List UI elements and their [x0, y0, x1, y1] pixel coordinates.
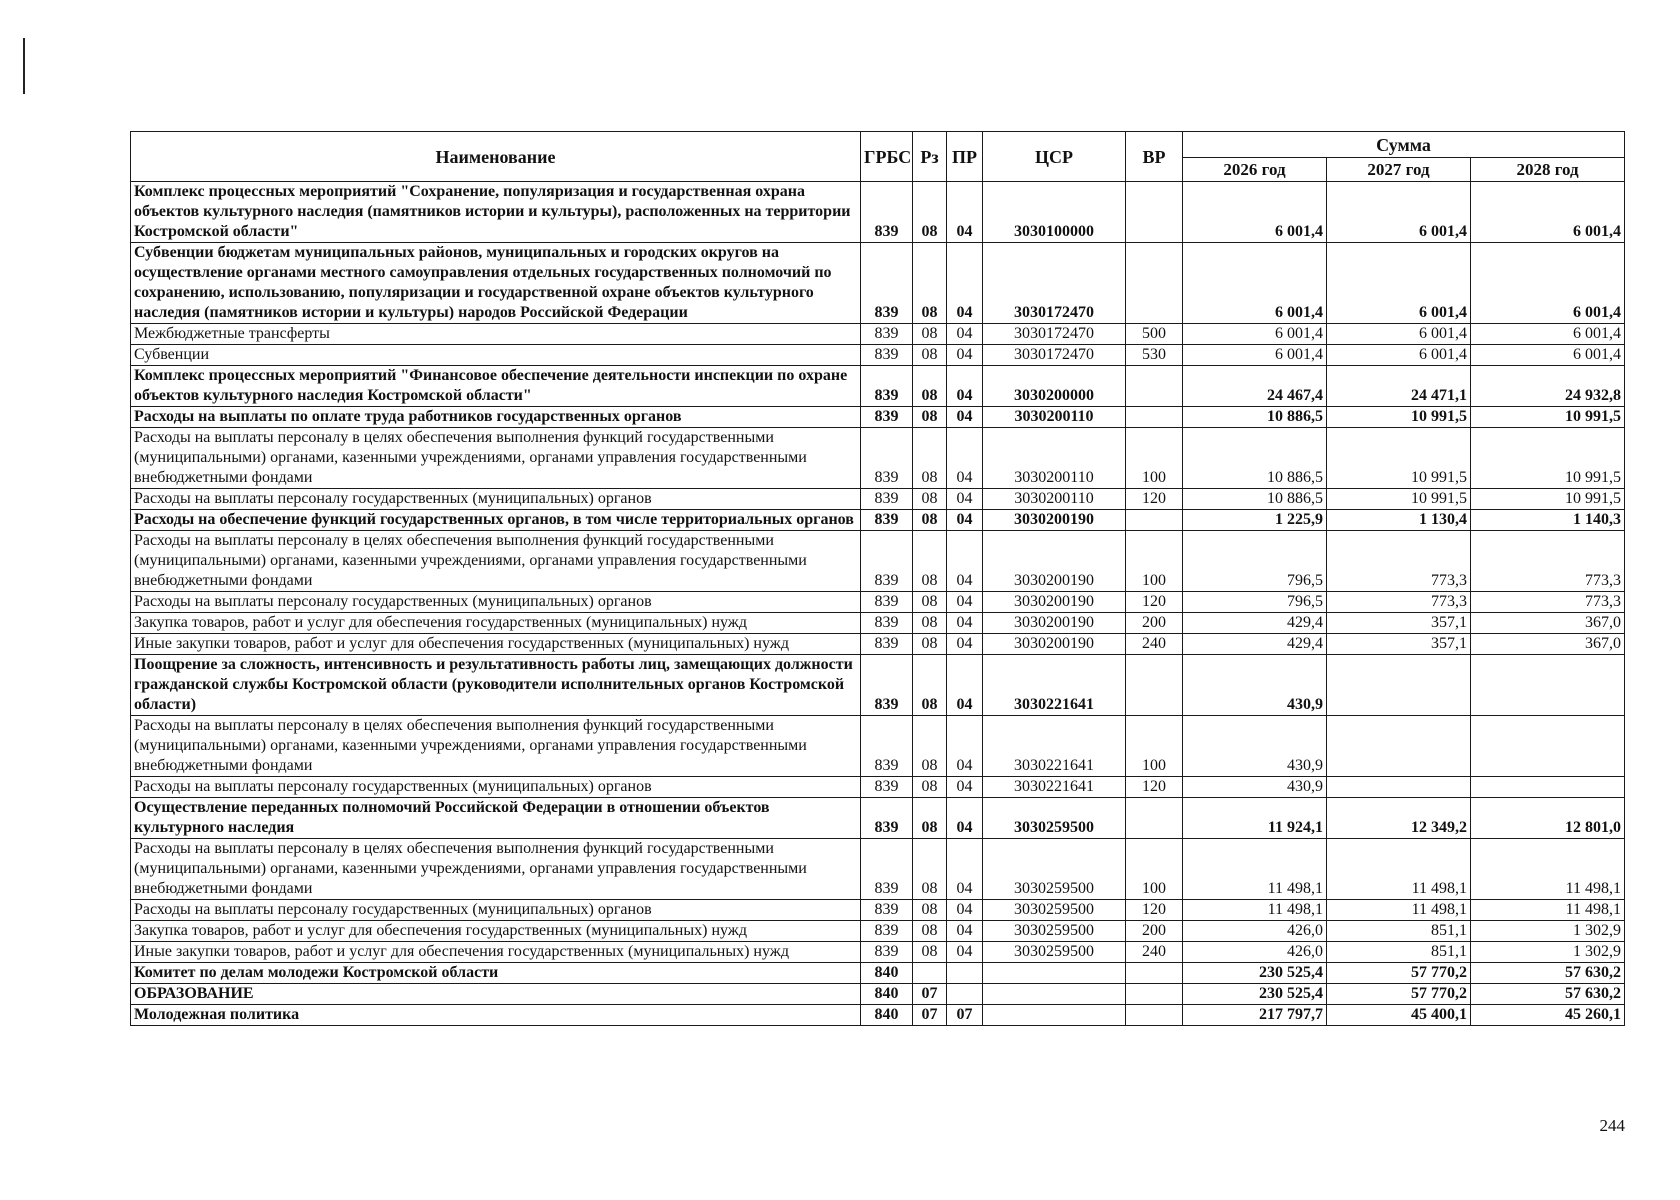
cell-csr: 3030100000: [983, 182, 1126, 243]
cell-grbs: 840: [861, 984, 913, 1005]
cell-2027: 12 349,2: [1327, 798, 1471, 839]
cell-2028: 1 302,9: [1471, 921, 1625, 942]
cell-pr: 04: [947, 182, 983, 243]
cell-2026: 230 525,4: [1183, 963, 1327, 984]
table-row: [131, 634, 1625, 655]
cell-grbs: 839: [861, 510, 913, 531]
cell-2026: 796,5: [1183, 531, 1327, 592]
cell-csr: 3030259500: [983, 942, 1126, 963]
cell-csr: [983, 1005, 1126, 1026]
cell-csr: 3030200190: [983, 613, 1126, 634]
cell-csr: 3030200190: [983, 510, 1126, 531]
cell-rz: 08: [913, 182, 947, 243]
cell-2028: 57 630,2: [1471, 963, 1625, 984]
cell-pr: 04: [947, 510, 983, 531]
cell-name: Расходы на выплаты персоналу государственных (муниципальных) органов: [131, 777, 861, 798]
cell-vr: [1126, 366, 1183, 407]
cell-csr: 3030200110: [983, 407, 1126, 428]
table-row: [131, 510, 1625, 531]
cell-vr: 240: [1126, 942, 1183, 963]
cell-rz: 08: [913, 510, 947, 531]
cell-2026: 6 001,4: [1183, 243, 1327, 324]
cell-2026: 11 498,1: [1183, 839, 1327, 900]
cell-name: Комплекс процессных мероприятий "Сохранение, популяризация и государственная охрана объектов культурного наследия (памятников истории и культуры), расположенных на территории Костромской области": [131, 182, 861, 243]
cell-2026: 6 001,4: [1183, 324, 1327, 345]
table-row: [131, 428, 1625, 489]
cell-vr: [1126, 963, 1183, 984]
cell-name: Комитет по делам молодежи Костромской области: [131, 963, 861, 984]
cell-rz: 08: [913, 407, 947, 428]
cell-csr: 3030221641: [983, 716, 1126, 777]
budget-table: [130, 131, 1625, 1026]
cell-pr: 04: [947, 366, 983, 407]
table-row: [131, 839, 1625, 900]
cell-grbs: 840: [861, 963, 913, 984]
cell-pr: 04: [947, 839, 983, 900]
cell-2027: 57 770,2: [1327, 984, 1471, 1005]
header-year-2026: 2026 год: [1183, 158, 1327, 182]
cell-rz: 08: [913, 489, 947, 510]
table-row: [131, 407, 1625, 428]
cell-pr: 04: [947, 407, 983, 428]
cell-vr: 120: [1126, 592, 1183, 613]
cell-name: Расходы на выплаты персоналу государственных (муниципальных) органов: [131, 592, 861, 613]
cell-vr: 100: [1126, 428, 1183, 489]
cell-vr: 500: [1126, 324, 1183, 345]
cell-rz: 08: [913, 942, 947, 963]
cell-2028: 6 001,4: [1471, 182, 1625, 243]
cell-csr: 3030200190: [983, 634, 1126, 655]
cell-2026: 11 924,1: [1183, 798, 1327, 839]
cell-2027: 6 001,4: [1327, 324, 1471, 345]
cell-csr: 3030172470: [983, 345, 1126, 366]
cell-vr: 200: [1126, 613, 1183, 634]
table-row: [131, 613, 1625, 634]
cell-2027: 357,1: [1327, 613, 1471, 634]
cell-name: Расходы на обеспечение функций государственных органов, в том числе территориальных органов: [131, 510, 861, 531]
cell-2027: 11 498,1: [1327, 900, 1471, 921]
cell-vr: [1126, 243, 1183, 324]
cell-pr: 04: [947, 634, 983, 655]
cell-grbs: 839: [861, 489, 913, 510]
cell-rz: 08: [913, 634, 947, 655]
cell-vr: [1126, 798, 1183, 839]
cell-name: Расходы на выплаты персоналу в целях обеспечения выполнения функций государственными (муниципальными) органами, казенными учреждениями, органами управления государственными внебюджетными фондами: [131, 839, 861, 900]
cell-name: Закупка товаров, работ и услуг для обеспечения государственных (муниципальных) нужд: [131, 921, 861, 942]
cell-name: Субвенции бюджетам муниципальных районов, муниципальных и городских округов на осуществление органами местного самоуправления отдельных государственных полномочий по сохранению, использованию, популяризации и государственной охране объектов культурного наследия (памятников истории и культуры) народов Российской Федерации: [131, 243, 861, 324]
cell-2028: [1471, 655, 1625, 716]
cell-2027: 10 991,5: [1327, 489, 1471, 510]
table-row: [131, 921, 1625, 942]
cell-2027: 57 770,2: [1327, 963, 1471, 984]
cell-2028: 11 498,1: [1471, 839, 1625, 900]
cell-vr: [1126, 984, 1183, 1005]
table-row: [131, 345, 1625, 366]
cell-vr: [1126, 407, 1183, 428]
cell-rz: 08: [913, 777, 947, 798]
header-rz: Рз: [913, 132, 947, 182]
cell-name: Расходы на выплаты персоналу в целях обеспечения выполнения функций государственными (муниципальными) органами, казенными учреждениями, органами управления государственными внебюджетными фондами: [131, 428, 861, 489]
page-number: 244: [1599, 1116, 1625, 1135]
cell-grbs: 839: [861, 798, 913, 839]
cell-csr: [983, 984, 1126, 1005]
cell-rz: 08: [913, 921, 947, 942]
cell-2027: 1 130,4: [1327, 510, 1471, 531]
cell-2027: 6 001,4: [1327, 182, 1471, 243]
cell-2026: 10 886,5: [1183, 489, 1327, 510]
cell-pr: 04: [947, 531, 983, 592]
cell-pr: 04: [947, 921, 983, 942]
cell-2028: 10 991,5: [1471, 428, 1625, 489]
cell-2027: [1327, 777, 1471, 798]
header-sum: Сумма: [1183, 132, 1625, 158]
cell-pr: 04: [947, 613, 983, 634]
cell-grbs: 839: [861, 839, 913, 900]
cell-rz: 08: [913, 839, 947, 900]
cell-vr: 200: [1126, 921, 1183, 942]
cell-csr: 3030200190: [983, 592, 1126, 613]
cell-grbs: 839: [861, 921, 913, 942]
cell-name: Расходы на выплаты персоналу в целях обеспечения выполнения функций государственными (муниципальными) органами, казенными учреждениями, органами управления государственными внебюджетными фондами: [131, 716, 861, 777]
cell-2028: 12 801,0: [1471, 798, 1625, 839]
cell-csr: 3030221641: [983, 655, 1126, 716]
cell-rz: 08: [913, 324, 947, 345]
cell-grbs: 839: [861, 592, 913, 613]
cell-pr: 04: [947, 900, 983, 921]
cell-pr: 07: [947, 1005, 983, 1026]
cell-rz: [913, 963, 947, 984]
cell-name: Комплекс процессных мероприятий "Финансовое обеспечение деятельности инспекции по охране объектов культурного наследия Костромской области": [131, 366, 861, 407]
cell-2028: 773,3: [1471, 531, 1625, 592]
cell-2026: 426,0: [1183, 942, 1327, 963]
cell-rz: 08: [913, 243, 947, 324]
cell-rz: 08: [913, 655, 947, 716]
table-row: [131, 716, 1625, 777]
cell-2028: 11 498,1: [1471, 900, 1625, 921]
cell-pr: [947, 984, 983, 1005]
cell-grbs: 839: [861, 655, 913, 716]
cell-grbs: 839: [861, 634, 913, 655]
cell-rz: 08: [913, 798, 947, 839]
cell-2026: 1 225,9: [1183, 510, 1327, 531]
cell-2026: 429,4: [1183, 634, 1327, 655]
cell-2026: 11 498,1: [1183, 900, 1327, 921]
cell-grbs: 839: [861, 428, 913, 489]
cell-grbs: 839: [861, 182, 913, 243]
cell-name: Молодежная политика: [131, 1005, 861, 1026]
header-pr: ПР: [947, 132, 983, 182]
cell-2026: 10 886,5: [1183, 407, 1327, 428]
cell-2026: 6 001,4: [1183, 345, 1327, 366]
cell-name: Межбюджетные трансферты: [131, 324, 861, 345]
cell-2027: 24 471,1: [1327, 366, 1471, 407]
cell-2027: 11 498,1: [1327, 839, 1471, 900]
cell-2028: 6 001,4: [1471, 345, 1625, 366]
table-row: [131, 798, 1625, 839]
table-row: [131, 655, 1625, 716]
cell-grbs: 839: [861, 324, 913, 345]
header-grbs: ГРБС: [861, 132, 913, 182]
cell-2028: 1 302,9: [1471, 942, 1625, 963]
cell-2027: 773,3: [1327, 592, 1471, 613]
table-row: [131, 324, 1625, 345]
cell-rz: 07: [913, 1005, 947, 1026]
cell-2028: 24 932,8: [1471, 366, 1625, 407]
cell-name: Иные закупки товаров, работ и услуг для обеспечения государственных (муниципальных) нужд: [131, 634, 861, 655]
cell-vr: 530: [1126, 345, 1183, 366]
cell-name: Иные закупки товаров, работ и услуг для обеспечения государственных (муниципальных) нужд: [131, 942, 861, 963]
cell-2026: 430,9: [1183, 716, 1327, 777]
cell-grbs: 839: [861, 366, 913, 407]
cell-2027: 45 400,1: [1327, 1005, 1471, 1026]
cell-2026: 230 525,4: [1183, 984, 1327, 1005]
cell-2028: 1 140,3: [1471, 510, 1625, 531]
cell-2027: 357,1: [1327, 634, 1471, 655]
table-row: [131, 1005, 1625, 1026]
cell-2027: 10 991,5: [1327, 428, 1471, 489]
table-row: [131, 182, 1625, 243]
cell-2028: 45 260,1: [1471, 1005, 1625, 1026]
cell-vr: 120: [1126, 900, 1183, 921]
cell-csr: 3030172470: [983, 243, 1126, 324]
table-body: [131, 182, 1625, 1026]
cell-grbs: 839: [861, 777, 913, 798]
cell-grbs: 839: [861, 716, 913, 777]
table-row: [131, 777, 1625, 798]
cell-2028: 6 001,4: [1471, 243, 1625, 324]
cell-csr: 3030172470: [983, 324, 1126, 345]
cell-2026: 426,0: [1183, 921, 1327, 942]
cell-2027: 851,1: [1327, 942, 1471, 963]
cell-rz: 08: [913, 613, 947, 634]
cell-2026: 796,5: [1183, 592, 1327, 613]
cell-vr: 120: [1126, 777, 1183, 798]
cell-2027: 773,3: [1327, 531, 1471, 592]
cell-2026: 24 467,4: [1183, 366, 1327, 407]
table-row: [131, 900, 1625, 921]
cell-2027: [1327, 655, 1471, 716]
cell-grbs: 839: [861, 345, 913, 366]
cell-csr: 3030259500: [983, 839, 1126, 900]
cell-2026: 429,4: [1183, 613, 1327, 634]
cell-name: Расходы на выплаты по оплате труда работников государственных органов: [131, 407, 861, 428]
cell-pr: 04: [947, 798, 983, 839]
cell-pr: 04: [947, 592, 983, 613]
cell-csr: 3030200000: [983, 366, 1126, 407]
cell-pr: 04: [947, 777, 983, 798]
cell-name: ОБРАЗОВАНИЕ: [131, 984, 861, 1005]
table-row: [131, 963, 1625, 984]
cell-rz: 07: [913, 984, 947, 1005]
cell-csr: 3030259500: [983, 900, 1126, 921]
cell-rz: 08: [913, 366, 947, 407]
cell-rz: 08: [913, 900, 947, 921]
cell-vr: [1126, 182, 1183, 243]
cell-2028: 773,3: [1471, 592, 1625, 613]
cell-pr: 04: [947, 428, 983, 489]
cell-rz: 08: [913, 531, 947, 592]
cell-vr: [1126, 510, 1183, 531]
table-row: [131, 984, 1625, 1005]
table-row: [131, 243, 1625, 324]
cell-pr: 04: [947, 345, 983, 366]
header-vr: ВР: [1126, 132, 1183, 182]
cell-name: Поощрение за сложность, интенсивность и результативность работы лиц, замещающих должности гражданской службы Костромской области (руководители исполнительных органов Костромской области): [131, 655, 861, 716]
cell-2026: 430,9: [1183, 655, 1327, 716]
cell-name: Расходы на выплаты персоналу государственных (муниципальных) органов: [131, 900, 861, 921]
table-row: [131, 531, 1625, 592]
cell-2026: 217 797,7: [1183, 1005, 1327, 1026]
cell-pr: 04: [947, 243, 983, 324]
cell-grbs: 839: [861, 243, 913, 324]
cell-rz: 08: [913, 592, 947, 613]
cell-2026: 6 001,4: [1183, 182, 1327, 243]
cell-2028: 10 991,5: [1471, 489, 1625, 510]
cell-vr: 240: [1126, 634, 1183, 655]
cell-csr: 3030259500: [983, 921, 1126, 942]
cell-2028: 367,0: [1471, 634, 1625, 655]
cell-grbs: 840: [861, 1005, 913, 1026]
cell-pr: 04: [947, 324, 983, 345]
cell-name: Закупка товаров, работ и услуг для обеспечения государственных (муниципальных) нужд: [131, 613, 861, 634]
margin-mark: [23, 38, 25, 94]
header-csr: ЦСР: [983, 132, 1126, 182]
cell-2027: 851,1: [1327, 921, 1471, 942]
cell-vr: 100: [1126, 716, 1183, 777]
table-row: [131, 942, 1625, 963]
cell-2028: [1471, 716, 1625, 777]
cell-rz: 08: [913, 428, 947, 489]
cell-grbs: 839: [861, 942, 913, 963]
cell-csr: 3030221641: [983, 777, 1126, 798]
table-row: [131, 366, 1625, 407]
cell-pr: 04: [947, 942, 983, 963]
header-name: Наименование: [131, 132, 861, 182]
cell-2027: 6 001,4: [1327, 243, 1471, 324]
header-year-2027: 2027 год: [1327, 158, 1471, 182]
cell-2028: 10 991,5: [1471, 407, 1625, 428]
cell-rz: 08: [913, 345, 947, 366]
cell-csr: 3030200190: [983, 531, 1126, 592]
cell-2026: 430,9: [1183, 777, 1327, 798]
cell-pr: [947, 963, 983, 984]
cell-vr: 100: [1126, 839, 1183, 900]
cell-grbs: 839: [861, 900, 913, 921]
cell-vr: 120: [1126, 489, 1183, 510]
cell-name: Расходы на выплаты персоналу государственных (муниципальных) органов: [131, 489, 861, 510]
header-year-2028: 2028 год: [1471, 158, 1625, 182]
cell-2028: 367,0: [1471, 613, 1625, 634]
cell-pr: 04: [947, 655, 983, 716]
cell-vr: 100: [1126, 531, 1183, 592]
cell-2027: 6 001,4: [1327, 345, 1471, 366]
cell-pr: 04: [947, 489, 983, 510]
table-row: [131, 489, 1625, 510]
cell-name: Расходы на выплаты персоналу в целях обеспечения выполнения функций государственными (муниципальными) органами, казенными учреждениями, органами управления государственными внебюджетными фондами: [131, 531, 861, 592]
cell-rz: 08: [913, 716, 947, 777]
cell-csr: 3030200110: [983, 489, 1126, 510]
cell-grbs: 839: [861, 531, 913, 592]
cell-grbs: 839: [861, 613, 913, 634]
cell-csr: [983, 963, 1126, 984]
table-row: [131, 592, 1625, 613]
cell-pr: 04: [947, 716, 983, 777]
cell-2028: 57 630,2: [1471, 984, 1625, 1005]
cell-2027: 10 991,5: [1327, 407, 1471, 428]
cell-name: Субвенции: [131, 345, 861, 366]
cell-grbs: 839: [861, 407, 913, 428]
cell-name: Осуществление переданных полномочий Российской Федерации в отношении объектов культурного наследия: [131, 798, 861, 839]
cell-vr: [1126, 655, 1183, 716]
cell-2028: [1471, 777, 1625, 798]
cell-csr: 3030200110: [983, 428, 1126, 489]
cell-2026: 10 886,5: [1183, 428, 1327, 489]
cell-2028: 6 001,4: [1471, 324, 1625, 345]
cell-2027: [1327, 716, 1471, 777]
cell-vr: [1126, 1005, 1183, 1026]
cell-csr: 3030259500: [983, 798, 1126, 839]
